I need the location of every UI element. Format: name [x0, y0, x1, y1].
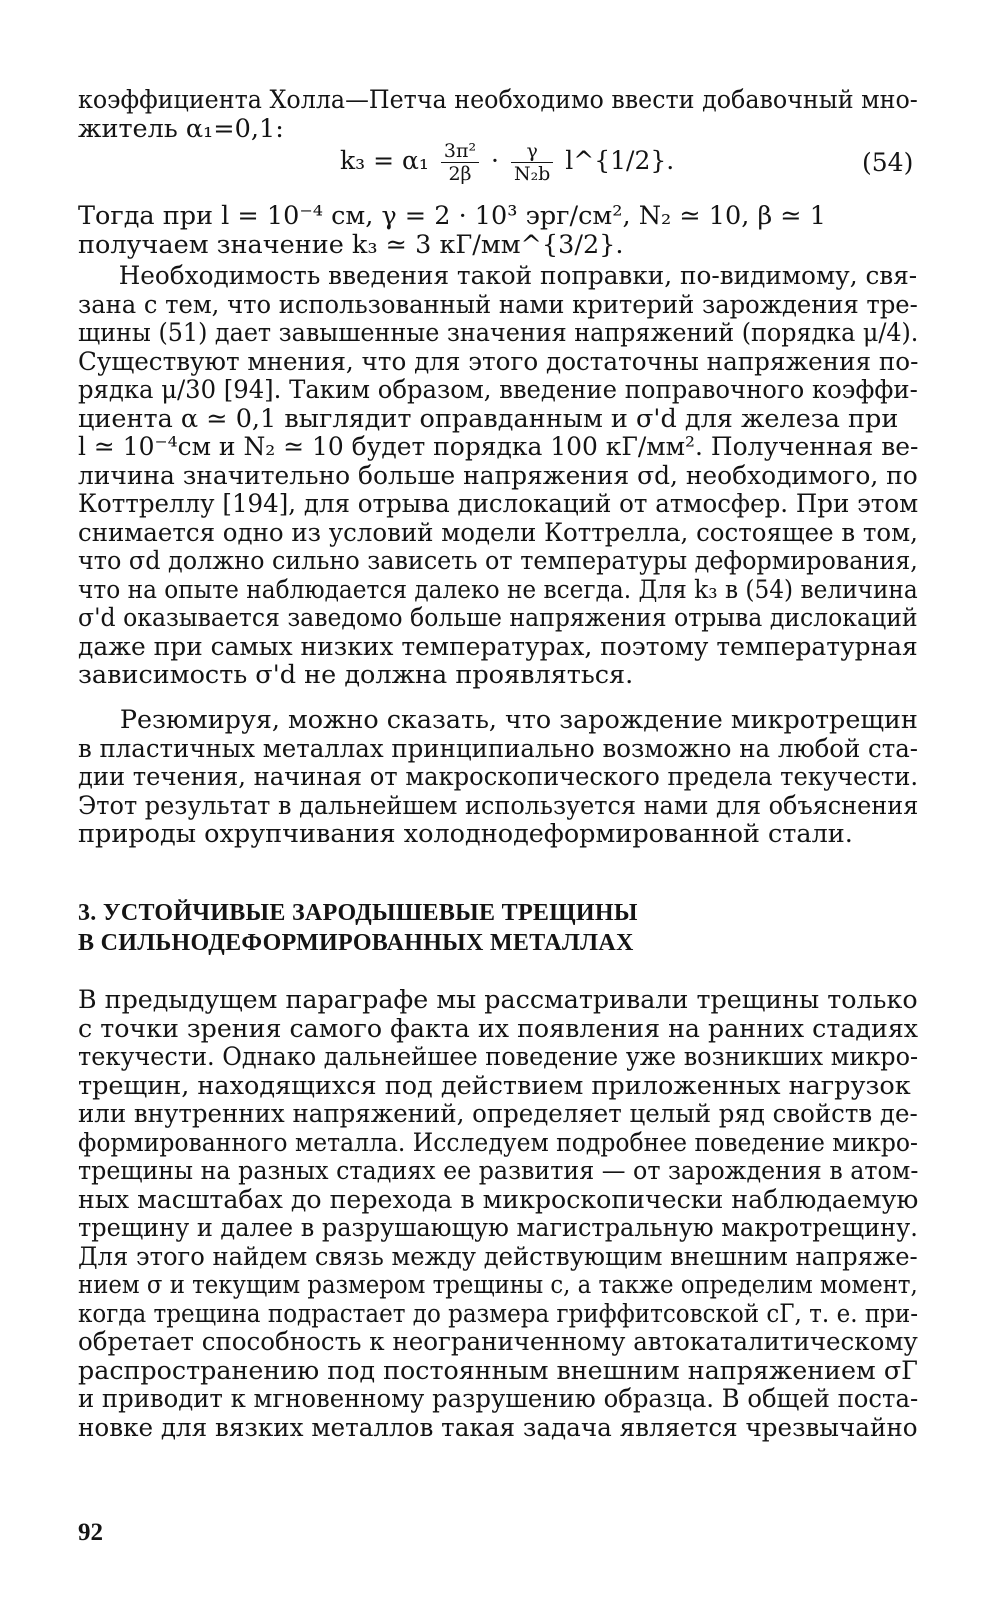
fraction-denominator: 2β	[448, 163, 472, 185]
text-line: трещин, находящихся под действием приложенных нагрузок	[78, 1070, 911, 1101]
text-line: σ'd оказывается заведомо больше напряжения отрыва дислокаций	[78, 603, 918, 633]
paragraph-3	[78, 986, 918, 1442]
text-line: получаем значение k₃ ≃ 3 кГ/мм^{3/2}.	[78, 229, 624, 260]
text-line: с точки зрения самого факта их появления на ранних стадиях	[78, 1013, 919, 1044]
text-line: коэффициента Холла—Петча необходимо ввести добавочный мно-	[78, 85, 918, 115]
fraction-numerator: γ	[511, 140, 553, 163]
fraction	[511, 140, 553, 185]
equation-number: (54)	[862, 148, 914, 177]
text-line: и приводит к мгновенному разрушению образца. В общей поста-	[78, 1384, 919, 1414]
text-line: текучести. Однако дальнейшее поведение уже возникших микро-	[78, 1042, 919, 1072]
text-line: что σd должно сильно зависеть от температуры деформирования,	[78, 546, 918, 576]
fraction	[441, 140, 479, 185]
text-line: трещины на разных стадиях ее развития — от зарождения в атом-	[78, 1156, 919, 1186]
paragraph-1	[78, 262, 918, 690]
paragraph-2	[78, 706, 918, 849]
text-line: обретает способность к неограниченному автокаталитическому	[78, 1327, 918, 1357]
text-line: что на опыте наблюдается далеко не всегда. Для k₃ в (54) величина	[78, 574, 918, 605]
text-line: Резюмируя, можно сказать, что зарождение микротрещин	[119, 705, 918, 735]
text-line: Для этого найдем связь между действующим внешним напряже-	[78, 1241, 918, 1272]
text-line: циента α ≃ 0,1 выглядит оправданным и σ'd для железа при	[78, 403, 899, 434]
text-line: распространению под постоянным внешним напряжением σГ	[78, 1355, 918, 1386]
page-number: 92	[78, 1519, 103, 1546]
text-line: личина значительно больше напряжения σd, необходимого, по	[78, 460, 918, 491]
text-line: зависимость σ'd не должна проявляться.	[78, 660, 634, 690]
text-line: Коттреллу [194], для отрыва дислокаций от атмосфер. При этом	[78, 489, 919, 519]
text-line: зана с тем, что использованный нами критерий зарождения тре-	[78, 289, 918, 320]
text-line: природы охрупчивания холоднодеформированной стали.	[78, 819, 853, 849]
text-line: или внутренних напряжений, определяет целый ряд свойств де-	[78, 1099, 918, 1129]
text-line: дии течения, начиная от макроскопического предела текучести.	[78, 762, 919, 792]
text-line: рядка μ/30 [94]. Таким образом, введение поправочного коэффи-	[78, 375, 918, 405]
formula-lhs: k₃ = α₁	[340, 146, 429, 175]
heading-line: В СИЛЬНОДЕФОРМИРОВАННЫХ МЕТАЛЛАХ	[78, 930, 634, 956]
after-formula-paragraph	[78, 202, 918, 259]
formula-dot: ·	[491, 146, 499, 175]
fraction-denominator: N₂b	[513, 163, 551, 185]
intro-paragraph	[78, 86, 918, 143]
formula-tail: l^{1/2}.	[565, 146, 675, 175]
text-line: Существуют мнения, что для этого достаточны напряжения по-	[78, 346, 919, 377]
text-line: Необходимость введения такой поправки, по-видимому, свя-	[118, 261, 918, 291]
text-line: снимается одно из условий модели Коттрелла, состоящее в том,	[78, 517, 918, 548]
text-line: ных масштабах до перехода в микроскопически наблюдаемую	[78, 1184, 919, 1215]
text-line: В предыдущем параграфе мы рассматривали трещины только	[78, 985, 918, 1015]
text-line: в пластичных металлах принципиально возможно на любой ста-	[78, 733, 919, 764]
text-line: когда трещина подрастает до размера гриффитсовской cГ, т. е. при-	[78, 1298, 919, 1329]
text-line: трещину и далее в разрушающую магистральную макротрещину.	[78, 1213, 918, 1243]
section-heading	[78, 898, 638, 958]
text-line: l ≃ 10⁻⁴см и N₂ ≃ 10 будет порядка 100 кГ/мм². Полученная ве-	[78, 432, 919, 462]
text-line: Тогда при l = 10⁻⁴ см, γ = 2 · 10³ эрг/см², N₂ ≃ 10, β ≃ 1	[78, 201, 827, 231]
fraction-numerator: 3π²	[441, 140, 479, 163]
text-line: Этот результат в дальнейшем используется нами для объяснения	[78, 790, 919, 821]
text-line: новке для вязких металлов такая задача является чрезвычайно	[78, 1412, 918, 1443]
text-line: щины (51) дает завышенные значения напряжений (порядка μ/4).	[78, 318, 919, 348]
text-line: формированного металла. Исследуем подробнее поведение микро-	[78, 1127, 918, 1158]
text-line: даже при самых низких температурах, поэтому температурная	[78, 631, 918, 662]
formula-54	[340, 140, 674, 185]
text-line: нием σ и текущим размером трещины c, а также определим момент,	[78, 1270, 918, 1300]
heading-line: 3. УСТОЙЧИВЫЕ ЗАРОДЫШЕВЫЕ ТРЕЩИНЫ	[78, 900, 638, 926]
text-line: житель α₁=0,1:	[78, 113, 284, 144]
